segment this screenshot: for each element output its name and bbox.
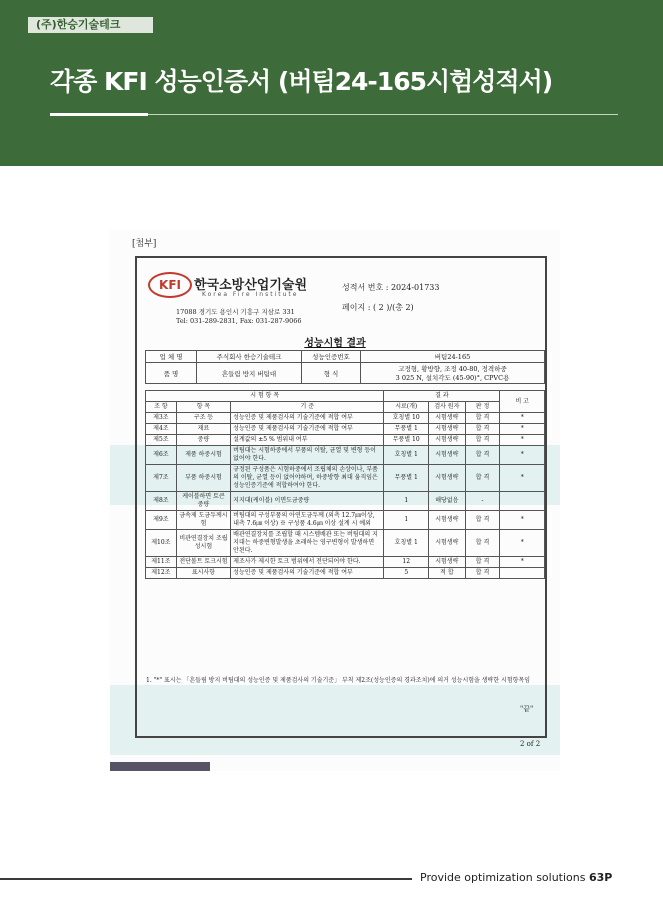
- item-cell: 재료: [176, 424, 230, 435]
- sample-cell: 12: [384, 557, 429, 568]
- tester-cell: 시험생략: [429, 557, 466, 568]
- table-row: [146, 568, 545, 579]
- judge-cell: 합 격: [465, 413, 500, 424]
- table-row: [146, 511, 545, 530]
- company-tag: (주)한승기술테크: [28, 17, 153, 33]
- info-label: 업 체 명: [146, 351, 197, 363]
- tester-cell: 시험생략: [429, 413, 466, 424]
- remark-cell: *: [500, 465, 545, 492]
- institute-english-name: Korea Fire Institute: [202, 291, 299, 298]
- item-cell: 금속제 도금두께시험: [176, 511, 230, 530]
- article-cell: 제4조: [146, 424, 177, 435]
- footer-page-number: 63P: [589, 871, 613, 884]
- tester-cell: 시험생략: [429, 435, 466, 446]
- remark-cell: *: [500, 557, 545, 568]
- tester-cell: 시험생략: [429, 424, 466, 435]
- column-group-header: 시 험 항 목: [146, 391, 384, 402]
- judge-cell: 합 격: [465, 465, 500, 492]
- item-cell: 부품 하중시험: [176, 465, 230, 492]
- criteria-cell: 버팀대는 시험하중에서 부품의 이탈, 균열 및 변형 등이 없어야 한다.: [231, 446, 384, 465]
- tester-cell: 시험생략: [429, 446, 466, 465]
- contact-line: Tel: 031-289-2831, Fax: 031-287-9066: [176, 317, 302, 325]
- table-row: [146, 424, 545, 435]
- item-cell: 케이블하면 토큰 중량: [176, 492, 230, 511]
- criteria-cell: 설계값의 ±5 % 범위내 여부: [231, 435, 384, 446]
- article-cell: 제11조: [146, 557, 177, 568]
- criteria-cell: 제조사가 제시한 토크 범위에서 전단되어야 한다.: [231, 557, 384, 568]
- item-cell: 중량: [176, 435, 230, 446]
- sample-cell: 5: [384, 568, 429, 579]
- sample-cell: 1: [384, 492, 429, 511]
- criteria-cell: 성능인증 및 제품검사의 기술기준에 적합 여부: [231, 413, 384, 424]
- footer-slogan: Provide optimization solutions: [420, 871, 586, 884]
- tester-cell: 시험생략: [429, 465, 466, 492]
- info-label: 형 식: [302, 363, 361, 384]
- certificate-number: 성적서 번호 : 2024-01733: [342, 283, 440, 292]
- table-row: [146, 413, 545, 424]
- tester-cell: 시험생략: [429, 511, 466, 530]
- sample-cell: 호칭별 1: [384, 530, 429, 557]
- article-cell: 제12조: [146, 568, 177, 579]
- column-header: 검사 원자: [429, 402, 466, 413]
- info-value: 버팀24-165: [361, 351, 545, 363]
- item-cell: 전단볼트 토크시험: [176, 557, 230, 568]
- column-header: 조 항: [146, 402, 177, 413]
- column-header: 시료(개): [384, 402, 429, 413]
- criteria-cell: 성능인증 및 제품검사의 기술기준에 적합 여부: [231, 568, 384, 579]
- item-cell: 구조 등: [176, 413, 230, 424]
- scan-edge-strip: [110, 762, 210, 771]
- judge-cell: 합 격: [465, 511, 500, 530]
- article-cell: 제6조: [146, 446, 177, 465]
- kfi-logo: KFI: [148, 272, 192, 298]
- item-cell: 표시사항: [176, 568, 230, 579]
- page-indicator: 페이지 : ( 2 )/(총 2): [342, 303, 414, 312]
- title-underline: [148, 114, 618, 115]
- judge-cell: 합 격: [465, 424, 500, 435]
- tester-cell: 적 합: [429, 568, 466, 579]
- table-header-row: [146, 391, 545, 402]
- attachment-label: [첨부]: [132, 239, 157, 249]
- results-table: [145, 390, 545, 579]
- article-cell: 제7조: [146, 465, 177, 492]
- table-row: [146, 557, 545, 568]
- article-cell: 제8조: [146, 492, 177, 511]
- type-line: 3 025 N, 설치각도 (45-90)°, CPVC용: [395, 374, 510, 382]
- article-cell: 제3조: [146, 413, 177, 424]
- criteria-cell: 규정된 구성품은 시험하중에서 조립체의 손상이나, 부품의 이탈, 균열 등이 없어야하며, 하중방향 최대 움직임은 성능인증기준에 적합하여야 한다.: [231, 465, 384, 492]
- criteria-cell: 지지대(케이블) 이면도금중량: [231, 492, 384, 511]
- column-header: 비 고: [500, 391, 545, 413]
- judge-cell: 합 격: [465, 530, 500, 557]
- title-underline-accent: [50, 113, 148, 116]
- remark-cell: *: [500, 435, 545, 446]
- table-header-row: [146, 402, 545, 413]
- remark-cell: *: [500, 530, 545, 557]
- judge-cell: 합 격: [465, 446, 500, 465]
- info-value: [361, 363, 545, 384]
- page-title: 각종 KFI 성능인증서 (버팀24-165시험성적서): [50, 67, 553, 96]
- table-row: [146, 465, 545, 492]
- article-cell: 제5조: [146, 435, 177, 446]
- info-row: [146, 363, 545, 384]
- end-mark: "끝": [520, 705, 534, 713]
- table-row: [146, 492, 545, 511]
- tester-cell: 시험생략: [429, 530, 466, 557]
- criteria-cell: 성능인증 및 제품검사의 기술기준에 적합 여부: [231, 424, 384, 435]
- sample-cell: 호칭별 1: [384, 446, 429, 465]
- criteria-cell: 배관연결장치를 조립할 때 시스템배관 또는 버팀대의 지지대는 하중변형발생을 초래하는 영구변형이 발생하면 안된다.: [231, 530, 384, 557]
- remark-cell: *: [500, 424, 545, 435]
- tester-cell: 해당없음: [429, 492, 466, 511]
- remark-cell: *: [500, 413, 545, 424]
- remark-cell: *: [500, 446, 545, 465]
- remark-cell: *: [500, 511, 545, 530]
- institute-name: 한국소방산업기술원: [194, 278, 308, 293]
- certificate-scan: [110, 230, 560, 771]
- page-of-label: 2 of 2: [520, 740, 541, 748]
- judge-cell: 합 격: [465, 557, 500, 568]
- info-table: [145, 350, 545, 384]
- results-title: 성능시험 결과: [304, 338, 366, 349]
- type-line: 고정형, 황방향, 조정 40-80, 정격하중: [398, 365, 507, 373]
- table-row: [146, 446, 545, 465]
- judge-cell: -: [465, 492, 500, 511]
- item-cell: 제품 하중시험: [176, 446, 230, 465]
- footnote: 1. "*" 표시는 「흔들림 방지 버팀대의 성능인증 및 제품검사의 기술기준」 부칙 제2조(성능인증의 경과조치)에 의거 성능시험을 생략한 시험항목임: [146, 677, 531, 684]
- info-value: 주식회사 한승기술테크: [197, 351, 302, 363]
- sample-cell: 무풍별 10: [384, 435, 429, 446]
- column-group-header: 결 과: [384, 391, 500, 402]
- column-header: 항 목: [176, 402, 230, 413]
- address-line: 17088 경기도 용인시 기흥구 지삼로 331: [176, 308, 295, 316]
- judge-cell: 합 격: [465, 568, 500, 579]
- criteria-cell: 버팀대의 구성부품의 아연도금두께 (외측 12.7㎛이상, 내측 7.6㎛ 이상) ※ 구성품 4.6㎛ 이상 설계 시 예외: [231, 511, 384, 530]
- table-row: [146, 530, 545, 557]
- article-cell: 제10조: [146, 530, 177, 557]
- info-label: 성능인증번호: [302, 351, 361, 363]
- institute-address: [176, 308, 302, 326]
- remark-cell: [500, 568, 545, 579]
- table-row: [146, 435, 545, 446]
- article-cell: 제9조: [146, 511, 177, 530]
- info-value: 흔들림 방지 버팀대: [197, 363, 302, 384]
- sample-cell: 무풍별 1: [384, 465, 429, 492]
- item-cell: 비관연결장치 조립성시험: [176, 530, 230, 557]
- judge-cell: 합 격: [465, 435, 500, 446]
- sample-cell: 호칭별 10: [384, 413, 429, 424]
- info-label: 품 명: [146, 363, 197, 384]
- info-row: [146, 351, 545, 363]
- footer-rule: [0, 878, 412, 880]
- column-header: 판 정: [465, 402, 500, 413]
- sample-cell: 1: [384, 511, 429, 530]
- sample-cell: 무풍별 1: [384, 424, 429, 435]
- header-band: [0, 0, 663, 166]
- column-header: 기 준: [231, 402, 384, 413]
- remark-cell: [500, 492, 545, 511]
